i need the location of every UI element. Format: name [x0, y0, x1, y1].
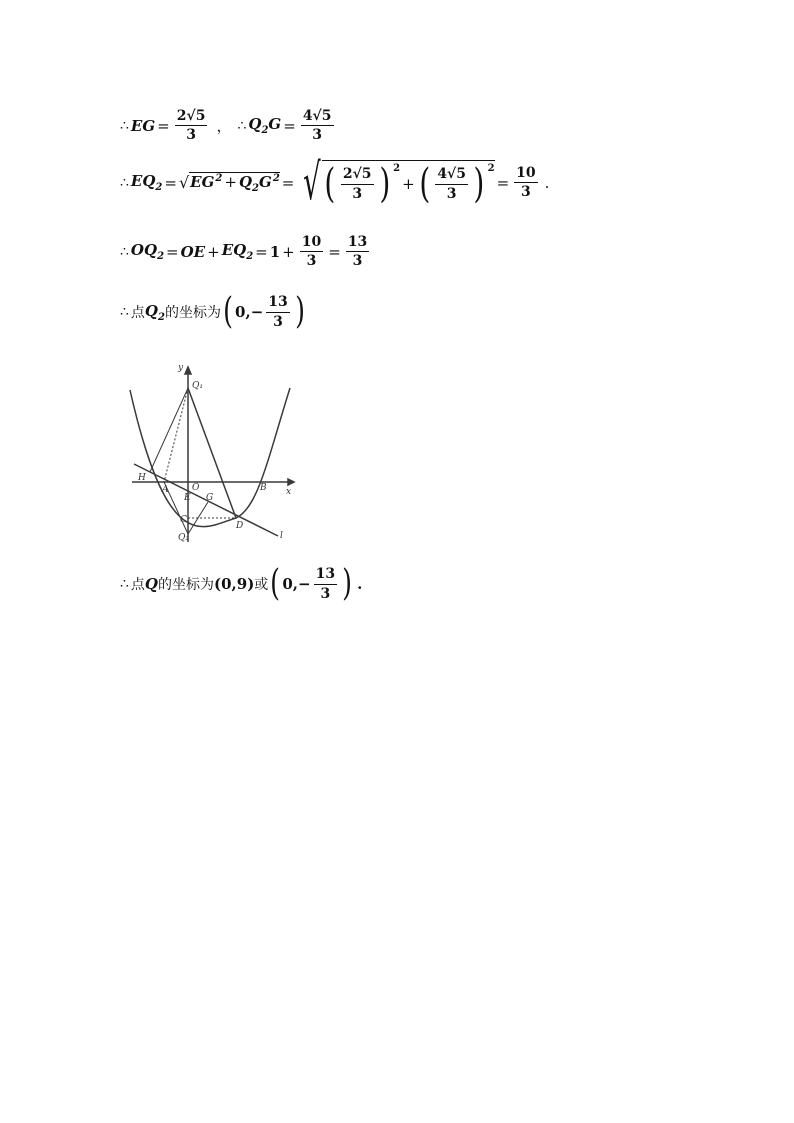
- therefore-symbol: ∴: [120, 304, 129, 320]
- equals-sign: =: [283, 116, 296, 135]
- segment-q1-a: [164, 388, 188, 482]
- left-paren: (: [270, 563, 281, 604]
- therefore-symbol: ∴: [120, 174, 129, 191]
- x-axis-arrow: [288, 479, 294, 485]
- left-paren: (: [419, 161, 430, 207]
- right-paren: ): [294, 291, 305, 332]
- subscript: 2: [157, 251, 165, 263]
- segment-oq2: [131, 241, 164, 262]
- label-b: B: [260, 483, 267, 493]
- var-eq: EQ: [130, 172, 156, 190]
- subscript: 2: [252, 182, 260, 194]
- label-g: G: [206, 493, 214, 503]
- label-x: x: [286, 487, 292, 497]
- equals-sign: =: [328, 242, 341, 261]
- fraction-numerator: 2√5: [341, 166, 374, 184]
- subscript: 2: [158, 311, 165, 323]
- segment-q2g: [248, 115, 281, 136]
- fraction-numerator: 10: [514, 165, 537, 183]
- fraction-eg: [175, 108, 208, 143]
- fraction-numerator: 13: [314, 566, 337, 584]
- var-q: Q: [248, 115, 262, 134]
- segment-eq2: [131, 172, 162, 193]
- label-q2: Q₂: [178, 533, 189, 543]
- segment-q1-h: [150, 388, 188, 472]
- fraction-numerator: 10: [300, 234, 323, 252]
- exponent: 2: [487, 163, 495, 174]
- fraction-denominator: 3: [352, 185, 363, 202]
- text-or: 或: [254, 577, 269, 593]
- minus-sign: −: [298, 575, 311, 593]
- therefore-symbol: ∴: [120, 243, 129, 260]
- var-eq: EQ: [221, 241, 247, 260]
- exponent: 2: [272, 172, 280, 184]
- fraction-result: [514, 165, 537, 200]
- fraction: [314, 566, 337, 601]
- therefore-symbol: ∴: [237, 117, 247, 134]
- fraction-denominator: 3: [352, 253, 363, 270]
- radicand: [322, 160, 494, 205]
- var-q: Q: [144, 301, 158, 320]
- label-o: O: [192, 483, 200, 493]
- left-paren: (: [223, 291, 233, 332]
- exponent: 2: [215, 172, 223, 184]
- fraction: [435, 166, 468, 201]
- text-point: 点: [130, 577, 145, 593]
- segment-oe: OE: [180, 242, 206, 261]
- therefore-symbol: ∴: [120, 576, 129, 592]
- number-one: 1: [269, 242, 281, 261]
- plus-sign: +: [282, 242, 295, 261]
- minus-sign: −: [250, 303, 264, 321]
- text-point: 点: [130, 305, 145, 321]
- fraction-result: [346, 234, 369, 269]
- segment-eq2: [222, 241, 253, 262]
- var-q: Q: [238, 172, 253, 191]
- equation-line-2: [120, 153, 551, 211]
- segment-eg: EG: [130, 116, 156, 135]
- var-g: G: [259, 172, 272, 191]
- equals-sign: =: [157, 116, 170, 135]
- parabola-figure: [128, 358, 300, 544]
- label-e: E: [184, 493, 191, 503]
- equation-line-4: [120, 291, 307, 332]
- var-g: G: [268, 115, 282, 134]
- text-coordinate-is: 的坐标为: [164, 305, 221, 321]
- parabola-curve: [130, 388, 290, 527]
- coordinate-0-9: (0,9): [214, 575, 255, 593]
- right-paren: ): [342, 563, 353, 604]
- text-coordinate-is: 的坐标为: [158, 577, 214, 593]
- right-paren: ): [473, 161, 485, 207]
- equals-sign: =: [496, 173, 510, 192]
- equation-line-1: [120, 108, 337, 143]
- fraction-denominator: 3: [521, 184, 531, 200]
- point-q2: [145, 302, 165, 323]
- equals-sign: =: [255, 242, 268, 261]
- label-a: A: [162, 485, 169, 495]
- fraction-denominator: 3: [273, 313, 283, 330]
- label-l: l: [280, 531, 283, 541]
- y-axis-arrow: [185, 367, 191, 374]
- fraction-numerator: 2√5: [175, 108, 208, 126]
- left-paren: (: [324, 161, 336, 207]
- fraction-numerator: 4√5: [301, 108, 334, 126]
- equation-line-3: [120, 234, 372, 269]
- fraction-denominator: 3: [306, 253, 317, 270]
- plus-sign: +: [402, 175, 415, 193]
- fraction-q2g: [301, 108, 334, 143]
- figure-strokes: [130, 367, 294, 542]
- equals-sign: =: [281, 173, 295, 192]
- radical-sign: √: [303, 153, 322, 211]
- figure-labels: [137, 363, 291, 543]
- radical-sign: √: [178, 173, 190, 192]
- equals-sign: =: [164, 173, 177, 192]
- radicand: [189, 172, 280, 194]
- separator: ，: [216, 117, 232, 136]
- equals-sign: =: [166, 242, 179, 261]
- subscript: 2: [246, 251, 254, 263]
- fraction-denominator: 3: [186, 127, 196, 144]
- fraction: [300, 234, 323, 269]
- label-c: C: [180, 515, 187, 525]
- label-y: y: [178, 363, 184, 373]
- fraction-denominator: 3: [312, 127, 323, 144]
- label-d: D: [236, 521, 244, 531]
- subscript: 2: [155, 182, 163, 193]
- coordinate-x: 0,: [282, 575, 299, 593]
- fraction: [341, 166, 374, 201]
- coordinate-x: 0,: [235, 303, 251, 321]
- equation-line-5: [120, 563, 363, 604]
- label-q1: Q₁: [192, 381, 203, 391]
- fraction-numerator: 13: [346, 234, 369, 252]
- therefore-symbol: ∴: [120, 117, 129, 134]
- fraction-numerator: 4√5: [435, 166, 468, 184]
- fraction-denominator: 3: [320, 585, 331, 602]
- plus-sign: +: [207, 242, 220, 261]
- big-radical: [296, 153, 495, 211]
- var-eg: EG: [190, 172, 215, 191]
- fraction: [266, 294, 289, 329]
- plus-sign: +: [224, 172, 237, 191]
- period: .: [357, 575, 363, 593]
- right-paren: ): [378, 161, 390, 207]
- fraction-denominator: 3: [446, 185, 457, 202]
- period: .: [544, 173, 550, 192]
- label-h: H: [138, 473, 146, 483]
- fraction-numerator: 13: [266, 294, 289, 312]
- exponent: 2: [393, 163, 401, 174]
- var-oq: OQ: [130, 241, 158, 260]
- point-q: Q: [144, 575, 158, 593]
- subscript: 2: [261, 125, 269, 137]
